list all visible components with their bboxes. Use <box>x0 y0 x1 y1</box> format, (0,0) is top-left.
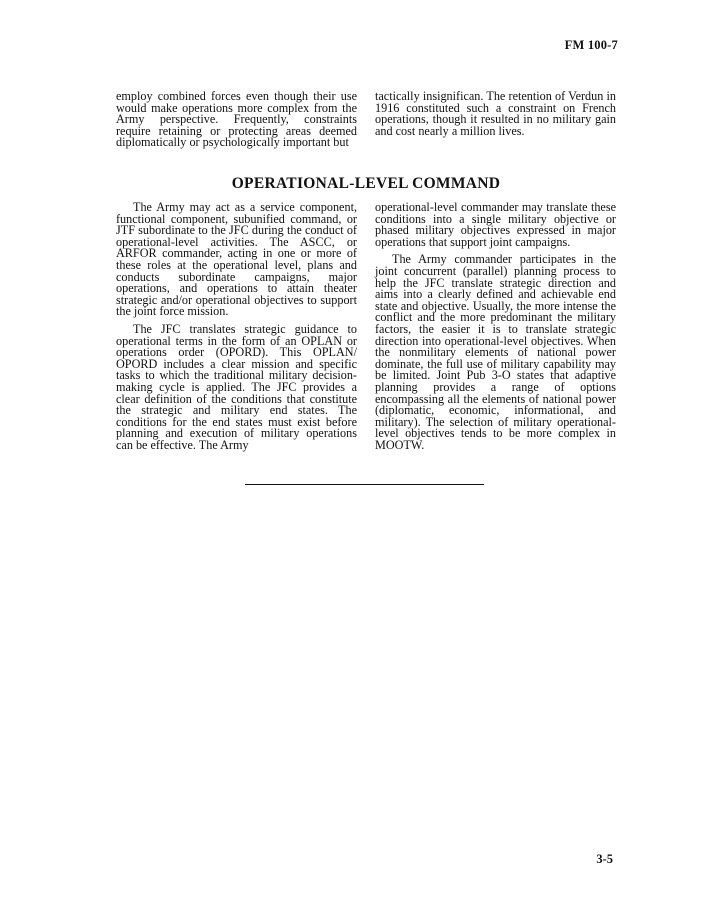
page-number: 3-5 <box>596 852 613 866</box>
paragraph: The Army commander participates in the joint concurrent (parallel) planning process to help the JFC translate strategic direction and aims into a clearly defined and achievable end state and objective. Usually, the more intense the conflict and the more predominant the military factors, the easier it is to translate strategic direction into operational-level objectives. When the nonmilitary elements of national power dominate, the full use of military capability may be limited. Joint Pub 3-O states that adaptive planning provides a range of options encompassing all the elements of national power (diplomatic, economic, informational, and military). The selection of military operational-level objectives tends to be more complex in MOOTW. <box>375 252 616 452</box>
section-end-divider <box>245 484 484 485</box>
paragraph: operational-level commander may translate these conditions into a single military objective or phased military objectives expressed in major operations that support joint campaigns. <box>375 200 616 249</box>
paragraph: The JFC translates strategic guidance to operational terms in the form of an OPLAN or operations order (OPORD). This OPLAN/ OPORD includes a clear mission and specific tasks to which the traditional military decision-making cycle is applied. The JFC provides a clear definition of the conditions that constitute the strategic and military end states. The conditions for the end states must exist before planning and execution of military operations can be effective. The Army <box>116 321 357 452</box>
section-body-columns <box>116 202 616 451</box>
right-column <box>375 202 616 451</box>
section-heading: OPERATIONAL-LEVEL COMMAND <box>231 175 501 192</box>
running-header: FM 100-7 <box>564 38 618 52</box>
continued-paragraph-right: tactically insignifican. The retention of Verdun in 1916 constituted such a constraint on French operations, though it resulted in no military gain and cost nearly a million lives. <box>375 89 616 138</box>
left-column-continued <box>116 91 357 149</box>
right-column-continued <box>375 91 616 149</box>
paragraph: The Army may act as a service component, functional component, subunified command, or JTF subordinate to the JFC during the conduct of operational-level activities. The ASCC, or ARFOR commander, acting in one or more of these roles at the operational level, plans and conducts subordinate campaigns, major operations, and operations to attain theater strategic and/or operational objectives to support the joint force mission. <box>116 200 357 319</box>
continued-text-columns <box>116 91 616 149</box>
continued-paragraph-left: employ combined forces even though their use would make operations more complex from the Army perspective. Frequently, constraints require retaining or protecting areas deemed diplomatically or psychologically important but <box>116 89 357 150</box>
left-column <box>116 202 357 451</box>
